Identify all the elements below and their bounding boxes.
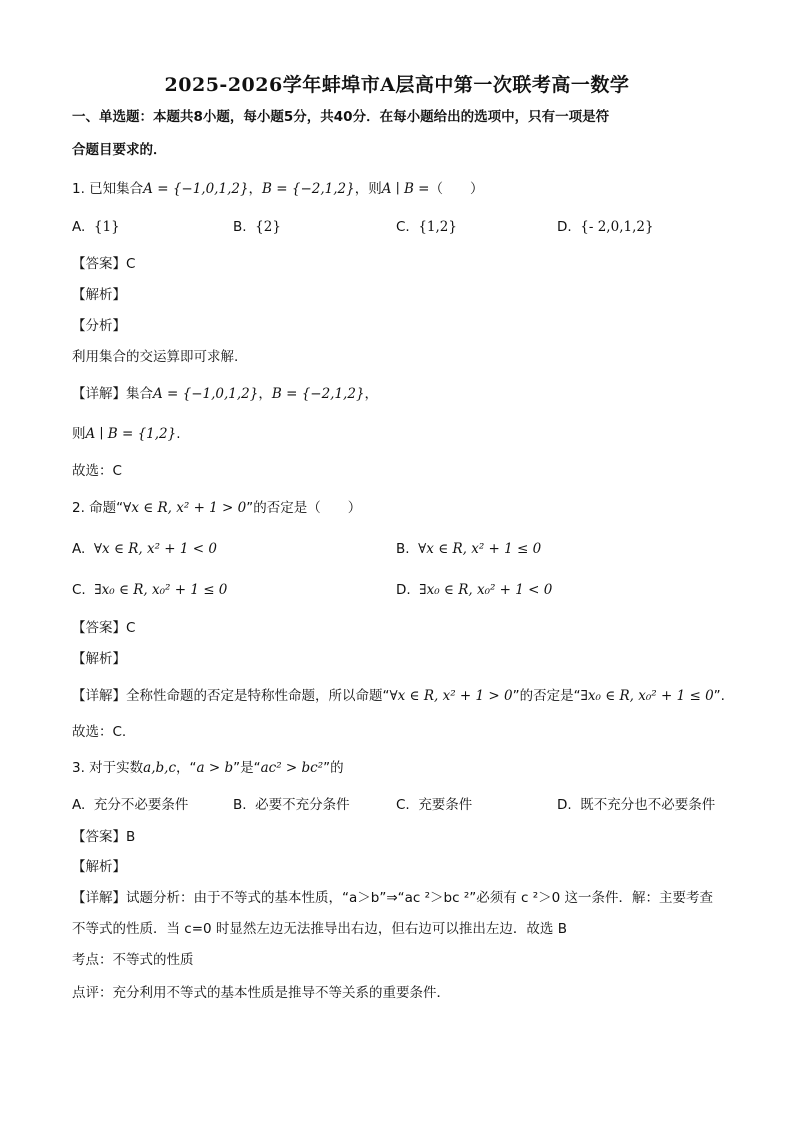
q2-option-b: B. ∀x ∈ R, x² + 1 ≤ 0 [396,541,542,557]
q1-fenxi-tag: 【分析】 [72,318,126,334]
q1-set-b: B = {−2,1,2} [262,181,355,197]
q1-stem-suffix: ，则 [354,181,382,197]
q3-dianping: 点评：充分利用不等式的基本性质是推导不等关系的重要条件． [72,985,450,1001]
q2-choose: 故选：C. [72,724,127,740]
q1-set-a: A = {−1,0,1,2} [143,181,249,197]
q3-detail-line2: 不等式的性质．当 c=0 时显然左边无法推导出右边，但右边可以推出左边．故选 B [72,921,567,937]
q3-kaodian: 考点：不等式的性质 [72,952,194,968]
q2-option-c: C. ∃x₀ ∈ R, x₀² + 1 ≤ 0 [72,582,228,598]
q1-result: 则A ∣ B = {1,2}. [72,426,181,442]
q2-answer: 【答案】C [72,620,136,636]
q2-detail: 【详解】全称性命题的否定是特称性命题，所以命题“∀x ∈ R, x² + 1 > 0”的否定是“∃x₀ ∈ R, x₀² + 1 ≤ 0”. [72,688,725,704]
q3-option-c: C. 充要条件 [396,797,473,813]
q1-detail: 【详解】集合A = {−1,0,1,2}，B = {−2,1,2}， [72,386,379,402]
q1-option-c: C. {1,2} [396,219,457,235]
q1-paren: （ ） [429,181,484,197]
q1-intersection: A ∣ B = [381,181,430,197]
q3-answer: 【答案】B [72,829,136,845]
q1-analysis-tag: 【解析】 [72,287,126,303]
q1-comma: ， [248,181,263,197]
q3-option-d: D. 既不充分也不必要条件 [557,797,716,813]
q1-fenxi: 利用集合的交运算即可求解. [72,349,239,365]
q1-stem-prefix: 1. 已知集合 [72,181,144,197]
q1-option-b: B. {2} [233,219,281,235]
q2-stem: 2. 命题“∀x ∈ R, x² + 1 > 0”的否定是（ ） [72,500,362,516]
q3-option-b: B. 必要不充分条件 [233,797,350,813]
page-title: 2025-2026学年蚌埠市A层高中第一次联考高一数学 [164,74,630,96]
q3-detail-line1: 【详解】试题分析：由于不等式的基本性质，“a＞b”⇒“ac ²＞bc ²”必须有 c ²＞0 这一条件．解：主要考查 [72,890,714,906]
q2-analysis-tag: 【解析】 [72,651,126,667]
q3-stem: 3. 对于实数a,b,c，“a > b”是“ac² > bc²”的 [72,760,344,776]
section-heading-line2: 合题目要求的． [72,142,167,158]
q2-option-a: A. ∀x ∈ R, x² + 1 < 0 [72,541,217,557]
q2-option-d: D. ∃x₀ ∈ R, x₀² + 1 < 0 [396,582,553,598]
q1-answer: 【答案】C [72,256,136,272]
q3-option-a: A. 充分不必要条件 [72,797,189,813]
q1-stem [72,179,484,199]
q1-choose: 故选：C [72,463,122,479]
q3-analysis-tag: 【解析】 [72,859,126,875]
q1-option-d: D. {- 2,0,1,2} [557,219,654,235]
section-heading-line1: 一、单选题：本题共8小题，每小题5分，共40分．在每小题给出的选项中，只有一项是符 [72,109,610,125]
q2-proposition: ∀x ∈ R, x² + 1 > 0 [123,500,247,516]
q1-option-a: A. {1} [72,219,120,235]
